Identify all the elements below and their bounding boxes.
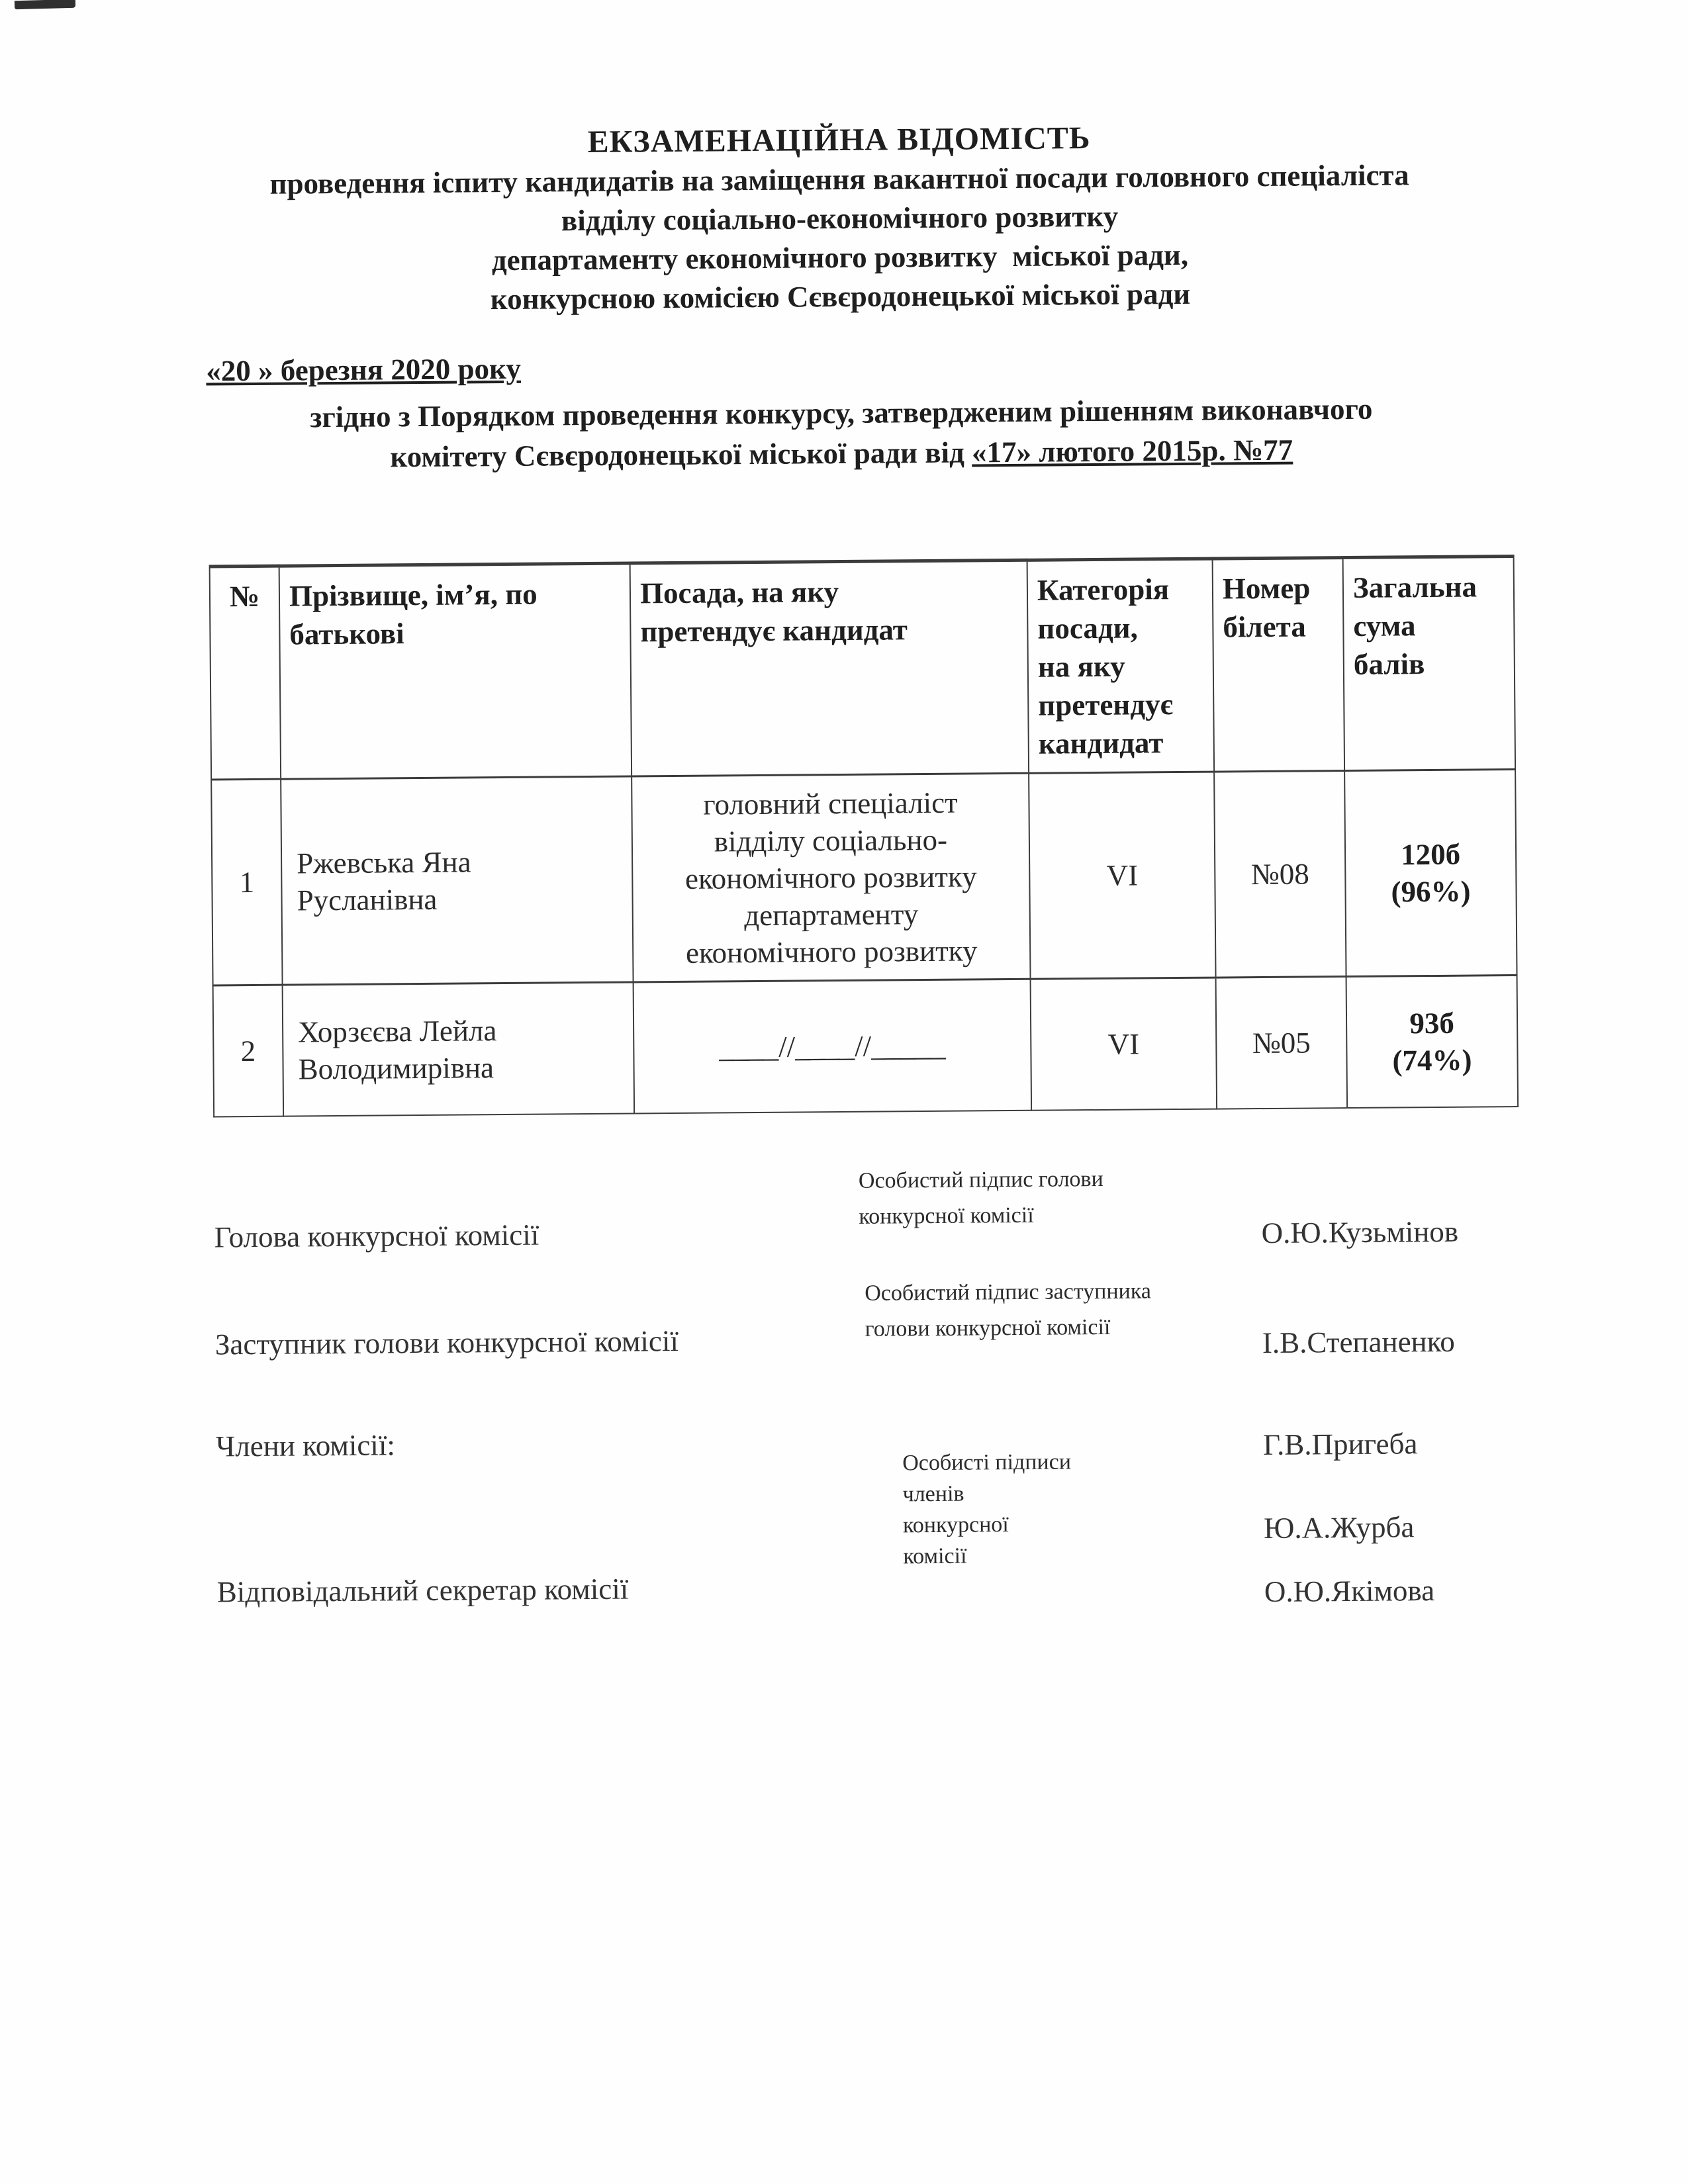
- header-name: Прізвище, ім’я, по батькові: [279, 563, 632, 779]
- document-subtitle-line: відділу соціально-економічного розвитку: [561, 199, 1119, 238]
- signature-note-chair: Особистий підпис голови конкурсної комісії: [858, 1166, 1103, 1229]
- signature-name-member-2: Ю.А.Журба: [1263, 1510, 1415, 1545]
- legal-line-1: згідно з Порядком проведення конкурсу, затвердженим рішенням виконавчого: [310, 392, 1373, 434]
- legal-reference: «17» лютого 2015р. №77: [971, 433, 1293, 469]
- document-subtitle-line: конкурсною комісією Сєвєродонецької міської ради: [490, 277, 1191, 316]
- table-row: [213, 976, 1518, 1116]
- table-header-row: [210, 557, 1515, 780]
- signature-name-deputy: І.В.Степаненко: [1262, 1324, 1455, 1360]
- signature-role-deputy: Заступник голови конкурсної комісії: [214, 1324, 679, 1361]
- score-percent: (74%): [1392, 1043, 1472, 1077]
- signature-name-chair: О.Ю.Кузьмінов: [1261, 1214, 1459, 1250]
- header-position: Посада, на яку претендує кандидат: [630, 560, 1029, 776]
- candidate-name: Ржевська Яна Русланівна: [281, 776, 633, 985]
- signature-role-chair: Голова конкурсної комісії: [214, 1218, 539, 1254]
- header-score: Загальна сума балів: [1343, 557, 1516, 771]
- candidate-position: головний спеціаліст відділу соціально- економічного розвитку департаменту економічного розвитку: [632, 773, 1030, 982]
- table-row: [211, 770, 1517, 985]
- exam-date: «20 » березня 2020 року: [206, 351, 522, 388]
- candidate-score: [1344, 770, 1517, 977]
- legal-paragraph: [212, 388, 1471, 479]
- document-subtitle-line: департаменту економічного розвитку міської ради,: [491, 238, 1189, 277]
- score-points: 93б: [1409, 1006, 1455, 1040]
- candidate-ticket: №08: [1214, 771, 1346, 978]
- header-ticket: Номер білета: [1213, 558, 1345, 772]
- header-num: №: [210, 566, 281, 780]
- signature-role-secretary: Відповідальний секретар комісії: [216, 1572, 629, 1609]
- candidates-table: [209, 555, 1519, 1117]
- document-subtitle-line: проведення іспиту кандидатів на заміщення вакантної посади головного спеціаліста: [269, 158, 1409, 201]
- document-header: [0, 114, 1685, 323]
- candidate-position: ____//____//_____: [633, 979, 1032, 1113]
- legal-line-2-prefix: комітету Сєвєродонецької міської ради від: [390, 435, 972, 474]
- document-title: ЕКЗАМЕНАЦІЙНА ВІДОМІСТЬ: [587, 120, 1091, 160]
- candidate-category: VI: [1031, 978, 1217, 1110]
- candidate-name: Хорзєєва Лейла Володимирівна: [283, 982, 635, 1116]
- signature-name-secretary: О.Ю.Якімова: [1264, 1574, 1435, 1609]
- signature-note-members: Особисті підписи членів конкурсної комісії: [902, 1449, 1072, 1569]
- signature-role-members: Члени комісії:: [215, 1428, 396, 1463]
- candidate-ticket: №05: [1216, 977, 1348, 1109]
- candidate-category: VI: [1029, 772, 1215, 979]
- row-number: 1: [211, 779, 282, 985]
- score-percent: (96%): [1391, 874, 1471, 909]
- signature-note-deputy: Особистий підпис заступника голови конкурсної комісії: [865, 1279, 1152, 1342]
- score-points: 120б: [1400, 837, 1461, 872]
- row-number: 2: [213, 985, 284, 1116]
- header-category: Категорія посади, на яку претендує кандидат: [1027, 559, 1215, 773]
- signature-name-member-1: Г.В.Пригеба: [1262, 1427, 1418, 1462]
- candidate-score: [1346, 976, 1519, 1108]
